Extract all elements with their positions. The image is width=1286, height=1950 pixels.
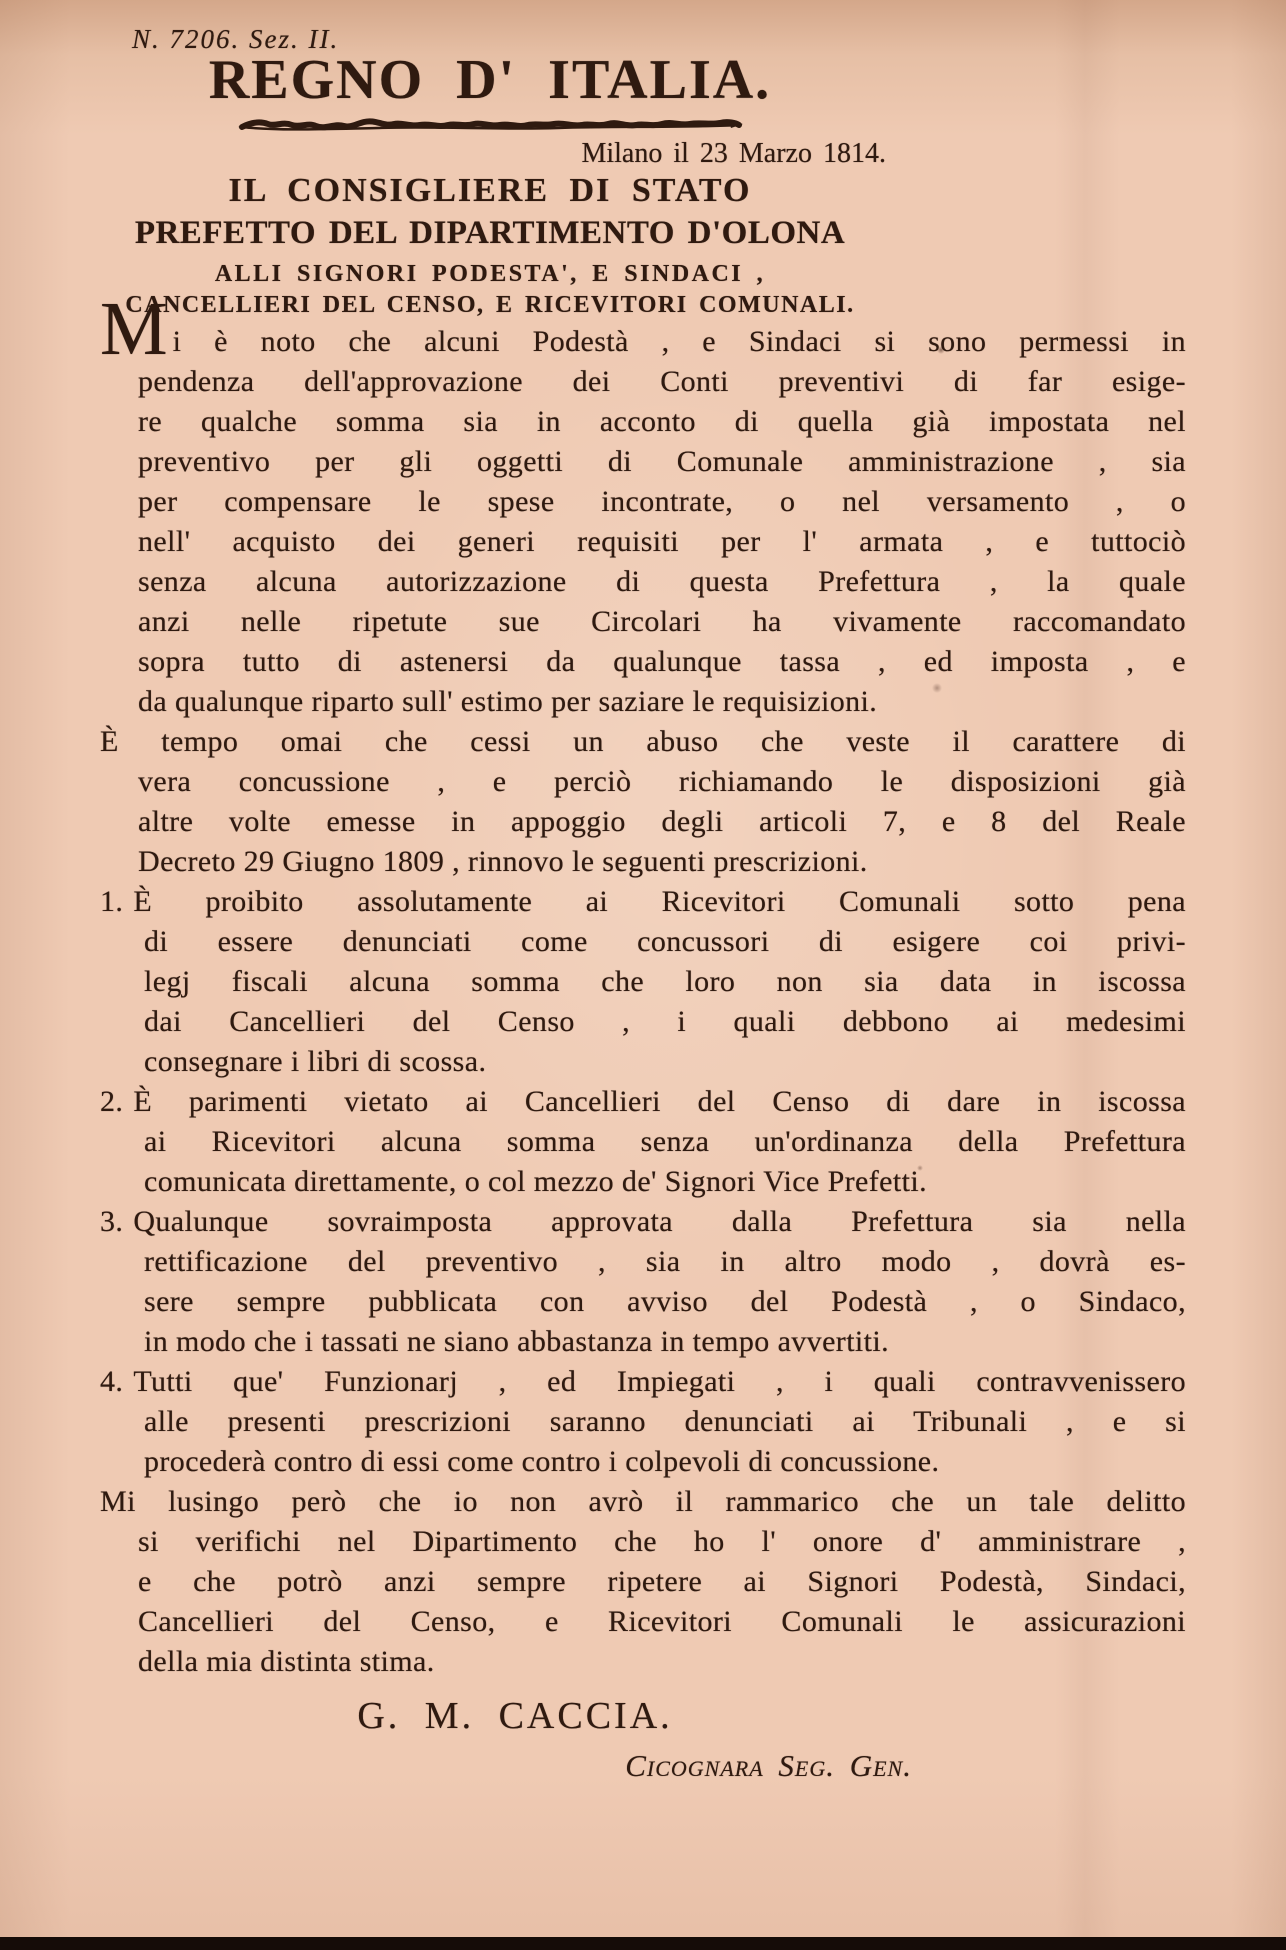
text-line: sopra tutto di astenersi da qualunque tassa , ed imposta , e xyxy=(138,645,1186,678)
numbered-item xyxy=(100,1082,1186,1202)
text-line: da qualunque riparto sull' estimo per saziare le requisizioni. xyxy=(138,685,878,718)
text-line: Decreto 29 Giugno 1809 , rinnovo le seguenti prescrizioni. xyxy=(138,845,868,878)
page-title: REGNO D' ITALIA. xyxy=(208,49,772,111)
text-line: alle presenti prescrizioni saranno denunciati ai Tribunali , e si xyxy=(144,1405,1186,1438)
document-number: N. 7206. Sez. II. xyxy=(132,24,340,54)
numbered-item xyxy=(100,882,1186,1082)
issuer-title-line-2: PREFETTO DEL DIPARTIMENTO D'OLONA xyxy=(134,215,846,251)
numbered-item xyxy=(100,1202,1186,1362)
text-line: senza alcuna autorizzazione di questa Prefettura , la quale xyxy=(138,565,1186,598)
text-line: ai Ricevitori alcuna somma senza un'ordinanza della Prefettura xyxy=(144,1125,1186,1158)
issuer-title-line-1: IL CONSIGLIERE DI STATO xyxy=(228,172,752,209)
text-line: È tempo omai che cessi un abuso che veste il carattere di xyxy=(100,725,1186,758)
text-line: in modo che i tassati ne siano abbastanza in tempo avvertiti. xyxy=(144,1325,890,1358)
text-line: di essere denunciati come concussori di esigere coi privi- xyxy=(144,925,1186,958)
addressees-line-2: CANCELLIERI DEL CENSO, E RICEVITORI COMUNALI. xyxy=(125,292,855,318)
scan-edge xyxy=(0,1937,1286,1950)
text-line: procederà contro di essi come contro i colpevoli di concussione. xyxy=(144,1445,940,1478)
text-line: vera concussione , e perciò richiamando le disposizioni già xyxy=(138,765,1186,798)
secretary-signature: Cicognara Seg. Gen. xyxy=(625,1748,912,1783)
text-line: dai Cancellieri del Censo , i quali debbono ai medesimi xyxy=(144,1005,1186,1038)
item-number: 1. xyxy=(100,885,124,918)
body-paragraph xyxy=(100,1482,1186,1682)
text-line: della mia distinta stima. xyxy=(138,1645,435,1678)
text-line: nell' acquisto dei generi requisiti per l' armata , e tuttociò xyxy=(138,525,1186,558)
text-line: comunicata direttamente, o col mezzo de' Signori Vice Prefetti. xyxy=(144,1165,927,1198)
text-line: legj fiscali alcuna somma che loro non sia data in iscossa xyxy=(144,965,1186,998)
text-line: pendenza dell'approvazione dei Conti preventivi di far esige- xyxy=(138,365,1186,398)
dateline: Milano il 23 Marzo 1814. xyxy=(581,138,886,169)
text-line: 2. È parimenti vietato ai Cancellieri del Censo di dare in iscossa xyxy=(100,1085,1186,1118)
text-line: rettificazione del preventivo , sia in altro modo , dovrà es- xyxy=(144,1245,1186,1278)
document-header xyxy=(90,48,890,319)
numbered-item xyxy=(100,1362,1186,1482)
ornamental-divider-icon xyxy=(238,114,743,136)
body-paragraph xyxy=(100,722,1186,882)
text-line: preventivo per gli oggetti di Comunale amministrazione , sia xyxy=(138,445,1186,478)
text-line: Mi è noto che alcuni Podestà , e Sindaci si sono permessi in xyxy=(100,287,1186,371)
item-number: 4. xyxy=(100,1365,124,1398)
text-line: per compensare le spese incontrate, o nel versamento , o xyxy=(138,485,1186,518)
text-line: 1. È proibito assolutamente ai Ricevitori Comunali sotto pena xyxy=(100,885,1186,918)
text-line: e che potrò anzi sempre ripetere ai Signori Podestà, Sindaci, xyxy=(138,1565,1186,1598)
text-line: anzi nelle ripetute sue Circolari ha vivamente raccomandato xyxy=(138,605,1186,638)
drop-cap: M xyxy=(100,287,168,371)
text-line: sere sempre pubblicata con avviso del Podestà , o Sindaco, xyxy=(144,1285,1186,1318)
text-line: consegnare i libri di scossa. xyxy=(144,1045,487,1078)
text-line: Mi lusingo però che io non avrò il rammarico che un tale delitto xyxy=(100,1485,1186,1518)
text-line: 4. Tutti que' Funzionarj , ed Impiegati , i quali contravvenissero xyxy=(100,1365,1186,1398)
text-line: re qualche somma sia in acconto di quella già impostata nel xyxy=(138,405,1186,438)
text-line: si verifichi nel Dipartimento che ho l' onore d' amministrare , xyxy=(138,1525,1186,1558)
addressees-line-1: ALLI SIGNORI PODESTA', E SINDACI , xyxy=(214,261,766,287)
document-body xyxy=(100,287,1186,1682)
item-number: 3. xyxy=(100,1205,124,1238)
text-line: 3. Qualunque sovraimposta approvata dalla Prefettura sia nella xyxy=(100,1205,1186,1238)
text-line: altre volte emesse in appoggio degli articoli 7, e 8 del Reale xyxy=(138,805,1186,838)
text-line: Cancellieri del Censo, e Ricevitori Comunali le assicurazioni xyxy=(138,1605,1186,1638)
item-number: 2. xyxy=(100,1085,124,1118)
signature: G. M. CACCIA. xyxy=(357,1695,673,1737)
